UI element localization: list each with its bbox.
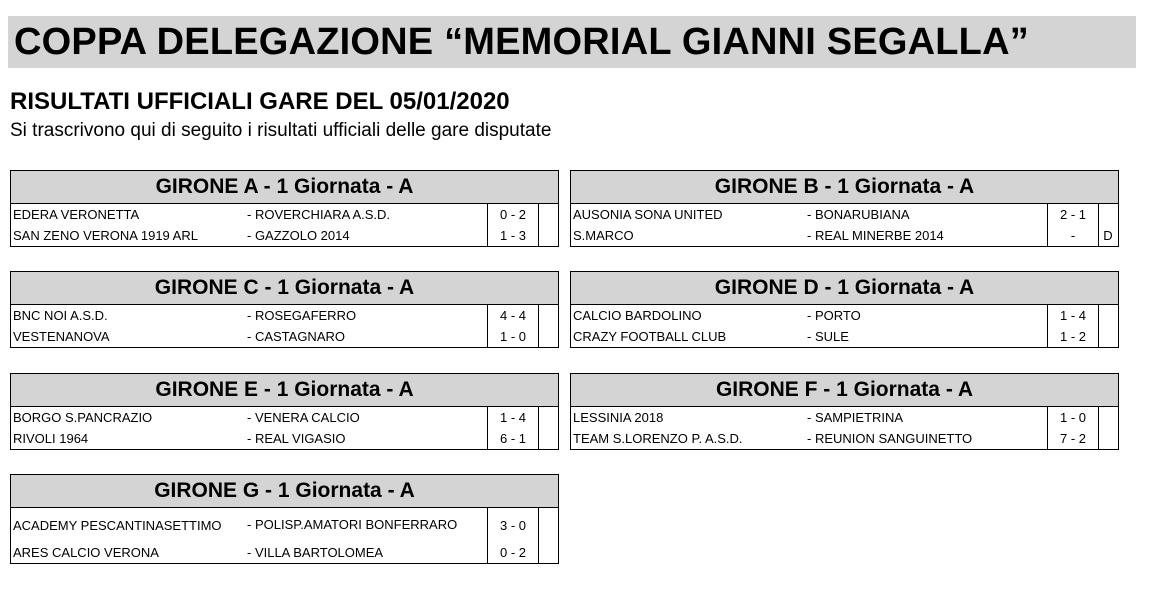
group-title: GIRONE C - 1 Giornata - A <box>11 272 558 305</box>
results-subtitle: RISULTATI UFFICIALI GARE DEL 05/01/2020 <box>10 88 510 115</box>
score: 1 - 3 <box>487 225 539 246</box>
group-title: GIRONE E - 1 Giornata - A <box>11 374 558 407</box>
note <box>1098 326 1118 347</box>
group-e-table <box>10 373 559 450</box>
group-d-table <box>570 271 1119 348</box>
match-row <box>11 428 558 449</box>
home-team: BORGO S.PANCRAZIO <box>13 410 153 425</box>
home-team: EDERA VERONETTA <box>13 207 140 222</box>
note <box>538 407 558 428</box>
away-team: - REAL MINERBE 2014 <box>807 227 944 243</box>
away-team: - BONARUBIANA <box>807 206 910 222</box>
away-team: - REAL VIGASIO <box>247 430 346 446</box>
score: 7 - 2 <box>1047 428 1099 449</box>
home-team: TEAM S.LORENZO P. A.S.D. <box>573 431 743 446</box>
score: 2 - 1 <box>1047 204 1099 225</box>
score: 3 - 0 <box>487 508 539 542</box>
score: 1 - 4 <box>1047 305 1099 326</box>
match-row <box>11 305 558 326</box>
away-team: - ROVERCHIARA A.S.D. <box>247 206 391 222</box>
match-row <box>11 407 558 428</box>
match-row <box>571 225 1118 246</box>
note: D <box>1103 228 1113 243</box>
match-row <box>571 428 1118 449</box>
away-team: - CASTAGNARO <box>247 328 345 344</box>
note <box>538 204 558 225</box>
away-team: - ROSEGAFERRO <box>247 307 357 323</box>
home-team: CALCIO BARDOLINO <box>573 308 702 323</box>
group-f-table <box>570 373 1119 450</box>
match-row <box>11 204 558 225</box>
group-title: GIRONE B - 1 Giornata - A <box>571 171 1118 204</box>
away-team: - VENERA CALCIO <box>247 409 360 425</box>
group-g-table <box>10 474 559 564</box>
page-title: COPPA DELEGAZIONE “MEMORIAL GIANNI SEGALLA” <box>14 21 1029 63</box>
home-team: LESSINIA 2018 <box>573 410 664 425</box>
group-title: GIRONE A - 1 Giornata - A <box>11 171 558 204</box>
score: 1 - 0 <box>1047 407 1099 428</box>
match-row <box>571 407 1118 428</box>
note <box>538 305 558 326</box>
note <box>538 508 558 542</box>
note <box>538 542 558 563</box>
home-team: CRAZY FOOTBALL CLUB <box>573 329 727 344</box>
home-team: ACADEMY PESCANTINASETTIMO <box>13 517 222 533</box>
note <box>1098 305 1118 326</box>
match-row <box>11 542 558 563</box>
away-team: - PORTO <box>807 307 861 323</box>
home-team: VESTENANOVA <box>13 329 110 344</box>
match-row <box>11 326 558 347</box>
group-title: GIRONE D - 1 Giornata - A <box>571 272 1118 305</box>
score: 1 - 0 <box>487 326 539 347</box>
intro-text: Si trascrivono qui di seguito i risultati ufficiali delle gare disputate <box>10 120 552 141</box>
score: 4 - 4 <box>487 305 539 326</box>
score: 1 - 4 <box>487 407 539 428</box>
score: 6 - 1 <box>487 428 539 449</box>
match-row <box>571 305 1118 326</box>
away-team: - VILLA BARTOLOMEA <box>247 544 384 560</box>
away-team: - GAZZOLO 2014 <box>247 227 350 243</box>
note <box>1098 407 1118 428</box>
home-team: BNC NOI A.S.D. <box>13 308 108 323</box>
away-team: - REUNION SANGUINETTO <box>807 430 973 446</box>
note <box>538 428 558 449</box>
match-row <box>11 508 558 542</box>
away-team: - SULE <box>807 328 849 344</box>
home-team: SAN ZENO VERONA 1919 ARL <box>13 228 198 243</box>
score: - <box>1047 225 1099 246</box>
match-row <box>571 326 1118 347</box>
group-a-table <box>10 170 559 247</box>
match-row <box>571 204 1118 225</box>
note <box>538 326 558 347</box>
home-team: RIVOLI 1964 <box>13 431 89 446</box>
score: 0 - 2 <box>487 542 539 563</box>
note <box>1098 428 1118 449</box>
away-team: - POLISP.AMATORI BONFERRARO <box>247 517 458 532</box>
away-team: - SAMPIETRINA <box>807 409 904 425</box>
group-title: GIRONE F - 1 Giornata - A <box>571 374 1118 407</box>
score: 1 - 2 <box>1047 326 1099 347</box>
group-title: GIRONE G - 1 Giornata - A <box>11 475 558 508</box>
note <box>1098 204 1118 225</box>
home-team: S.MARCO <box>573 228 634 243</box>
group-b-table <box>570 170 1119 247</box>
home-team: AUSONIA SONA UNITED <box>573 207 723 222</box>
home-team: ARES CALCIO VERONA <box>13 545 159 560</box>
score: 0 - 2 <box>487 204 539 225</box>
group-c-table <box>10 271 559 348</box>
note <box>538 225 558 246</box>
match-row <box>11 225 558 246</box>
